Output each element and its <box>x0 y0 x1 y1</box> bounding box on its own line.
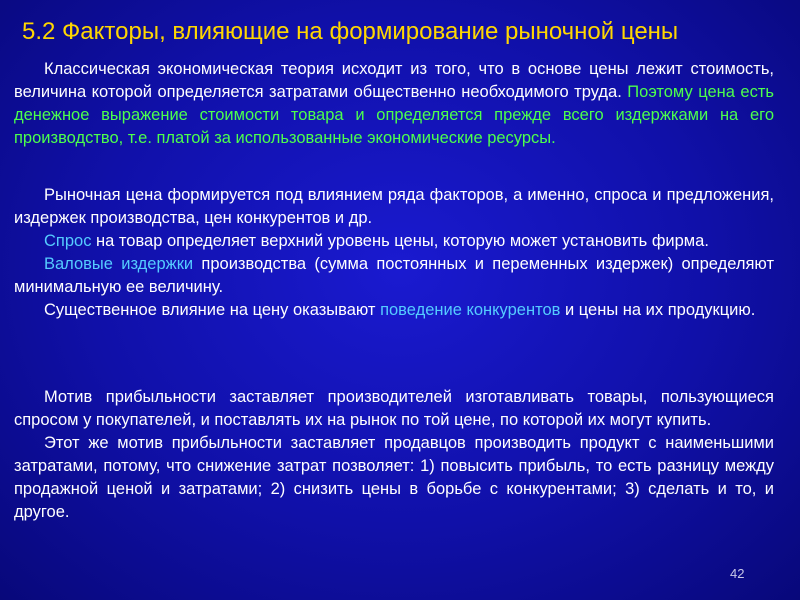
demand-term: Спрос <box>44 232 92 250</box>
market-price-factors-paragraph <box>14 184 774 322</box>
classical-theory-paragraph <box>14 58 774 150</box>
competitors-line <box>14 299 774 322</box>
demand-line <box>14 230 774 253</box>
market-price-intro: Рыночная цена формируется под влиянием ряда факторов, а именно, спроса и предложения, издержек производства, цен конкурентов и др. <box>14 186 774 227</box>
profit-motive-line-1: Мотив прибыльности заставляет производителей изготавливать товары, пользующиеся спросом у покупателей, и поставлять их на рынок по той цене, по которой их могут купить. <box>14 388 774 429</box>
gross-costs-term: Валовые издержки <box>44 255 194 273</box>
costs-line <box>14 253 774 299</box>
costs-description: производства (сумма постоянных и переменных издержек) определяют минимальную ее величину. <box>14 255 774 296</box>
demand-description: на товар определяет верхний уровень цены, которую может установить фирма. <box>91 232 709 250</box>
page-number: 42 <box>730 566 745 581</box>
classical-theory-text: Классическая экономическая теория исходит из того, что в основе цены лежит стоимость, величина которой определяется затратами общественно необходимого труда. <box>14 60 774 101</box>
competitors-term: поведение конкурентов <box>380 301 561 319</box>
competitors-prefix: Существенное влияние на цену оказывают <box>44 301 381 319</box>
price-definition-highlight: Поэтому цена есть денежное выражение стоимости товара и определяется прежде всего издержками на его производство, т.е. платой за использованные экономические ресурсы. <box>14 83 774 147</box>
profit-motive-line-2: Этот же мотив прибыльности заставляет продавцов производить продукт с наименьшими затратами, потому, что снижение затрат позволяет: 1) повысить прибыль, то есть разницу между продажной ценой и затратами; 2) снизить цены в борьбе с конкурентами; 3) сделать и то, и другое. <box>14 434 774 521</box>
slide-title: 5.2 Факторы, влияющие на формирование рыночной цены <box>22 18 679 45</box>
profit-motive-paragraph <box>14 386 774 524</box>
competitors-suffix: и цены на их продукцию. <box>560 301 756 319</box>
